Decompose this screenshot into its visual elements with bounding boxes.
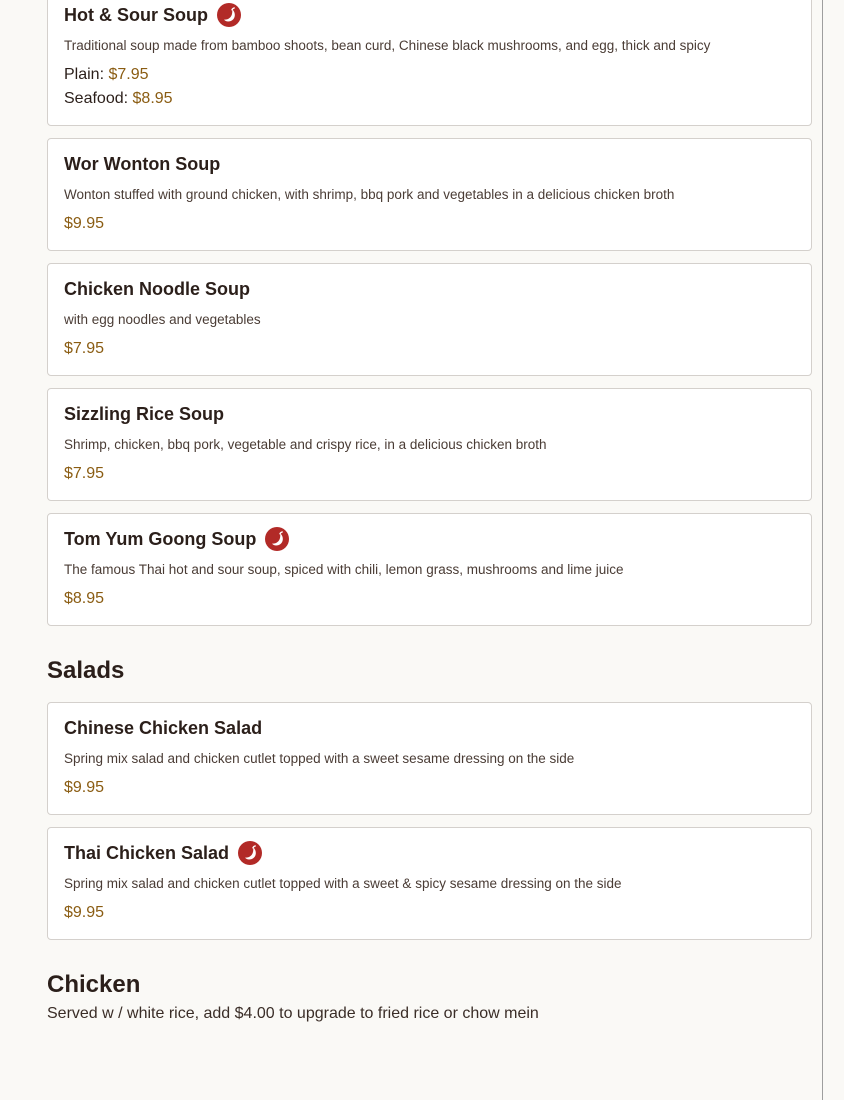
menu-item-card[interactable] — [47, 827, 812, 940]
menu-item-prices — [64, 212, 795, 250]
menu-item-card[interactable] — [47, 388, 812, 501]
menu-item-price: $9.95 — [64, 779, 105, 796]
price-option-label: Plain: — [64, 66, 105, 83]
menu-item-price: $8.95 — [64, 590, 105, 607]
price-option — [64, 63, 795, 87]
section-title-chicken: Chicken — [47, 971, 141, 998]
menu-item-title — [64, 714, 795, 742]
menu-item-prices — [64, 776, 795, 814]
menu-item-name: Thai Chicken Salad — [64, 843, 230, 863]
menu-item-card[interactable] — [47, 138, 812, 251]
menu-item-name: Chicken Noodle Soup — [64, 279, 251, 299]
menu-item-prices — [64, 587, 795, 625]
menu-item-prices — [64, 901, 795, 939]
menu-item-title — [64, 525, 795, 553]
menu-item-prices — [64, 63, 795, 125]
menu-item-card[interactable] — [47, 702, 812, 815]
section-title-salads: Salads — [47, 657, 125, 684]
chili-pepper-icon — [238, 841, 262, 865]
price-option-label: Seafood: — [64, 90, 129, 107]
menu-item-title — [64, 400, 795, 428]
menu-item-description: with egg noodles and vegetables — [64, 312, 261, 327]
menu-item-description: Wonton stuffed with ground chicken, with shrimp, bbq pork and vegetables in a delicious chicken broth — [64, 187, 675, 202]
menu-item-name: Hot & Sour Soup — [64, 5, 208, 25]
menu-item-title — [64, 1, 795, 29]
menu-item-price: $7.95 — [108, 66, 149, 83]
menu-item-description: Shrimp, chicken, bbq pork, vegetable and crispy rice, in a delicious chicken broth — [64, 437, 547, 452]
menu-item-title — [64, 275, 795, 303]
menu-item-title — [64, 150, 795, 178]
menu-item-title — [64, 839, 795, 867]
menu-item-description: Traditional soup made from bamboo shoots, bean curd, Chinese black mushrooms, and egg, thick and spicy — [64, 38, 711, 53]
chili-pepper-icon — [217, 3, 241, 27]
menu-item-prices — [64, 462, 795, 500]
menu-item-name: Tom Yum Goong Soup — [64, 529, 257, 549]
menu-item-name: Sizzling Rice Soup — [64, 404, 225, 424]
menu-item-price: $7.95 — [64, 340, 105, 357]
menu-item-card[interactable] — [47, 0, 812, 126]
price-option — [64, 87, 795, 111]
menu-item-card[interactable] — [47, 513, 812, 626]
section-note: Served w / white rice, add $4.00 to upgrade to fried rice or chow mein — [47, 1005, 539, 1022]
menu-content — [47, 0, 812, 1026]
menu-item-price: $9.95 — [64, 215, 105, 232]
menu-item-name: Wor Wonton Soup — [64, 154, 221, 174]
menu-item-card[interactable] — [47, 263, 812, 376]
page-scroll-edge — [822, 0, 823, 1100]
menu-item-description: Spring mix salad and chicken cutlet topped with a sweet & spicy sesame dressing on the side — [64, 876, 622, 891]
menu-item-description: Spring mix salad and chicken cutlet topped with a sweet sesame dressing on the side — [64, 751, 575, 766]
menu-item-name: Chinese Chicken Salad — [64, 718, 263, 738]
menu-item-description: The famous Thai hot and sour soup, spiced with chili, lemon grass, mushrooms and lime juice — [64, 562, 624, 577]
chili-pepper-icon — [265, 527, 289, 551]
menu-item-price: $9.95 — [64, 904, 105, 921]
menu-item-prices — [64, 337, 795, 375]
menu-item-price: $7.95 — [64, 465, 105, 482]
menu-item-price: $8.95 — [132, 90, 173, 107]
